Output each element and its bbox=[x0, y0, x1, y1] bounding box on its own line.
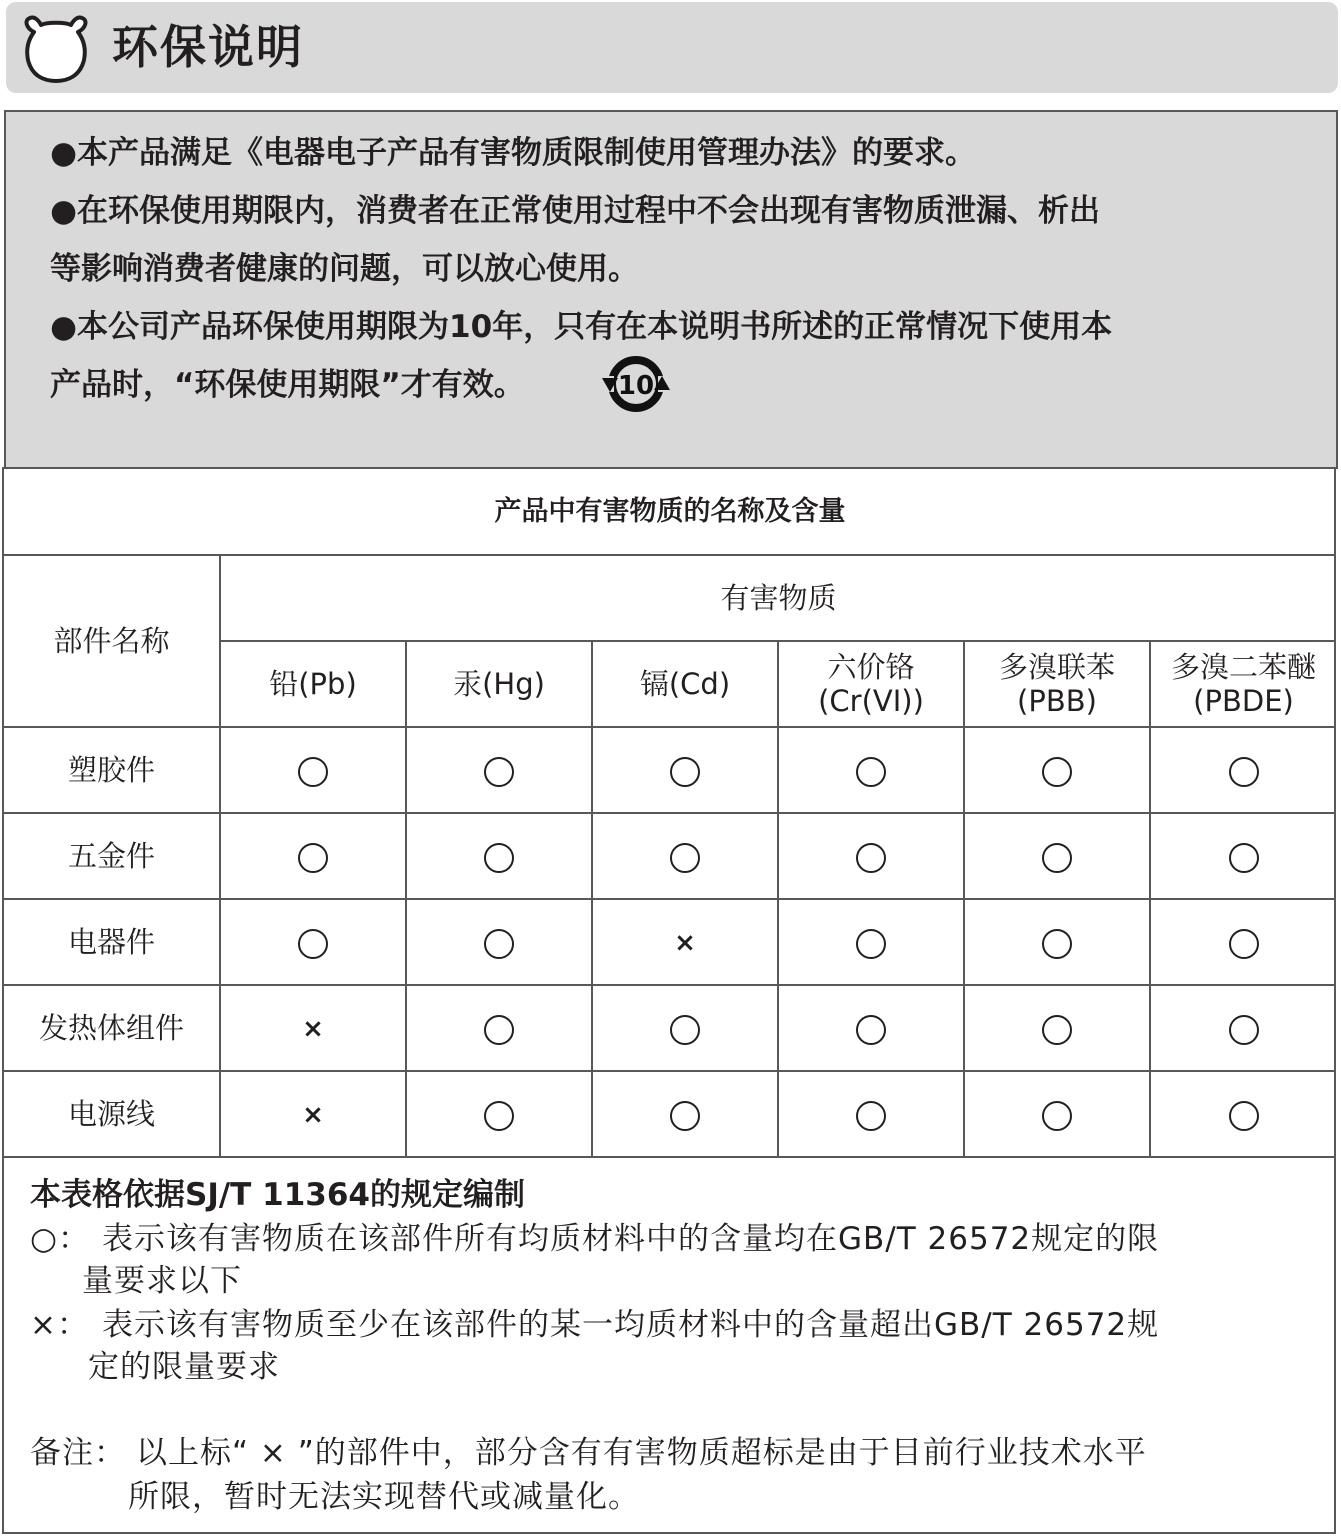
substance-status-cell bbox=[778, 899, 964, 985]
substance-status-cell bbox=[778, 985, 964, 1071]
substance-status-cell bbox=[592, 899, 778, 985]
cross-legend-label: ×： bbox=[30, 1307, 89, 1343]
table-row bbox=[4, 727, 1336, 813]
part-name-cell: 发热体组件 bbox=[4, 985, 220, 1071]
substance-status-cell bbox=[1150, 1071, 1336, 1157]
notice-line-1: ●本产品满足《电器电子产品有害物质限制使用管理办法》的要求。 bbox=[50, 135, 977, 171]
substance-status-cell bbox=[778, 1071, 964, 1157]
compliant-circle-mark bbox=[298, 843, 328, 873]
exceeds-cross-mark: × bbox=[302, 1100, 324, 1130]
table-row bbox=[4, 813, 1336, 899]
exceeds-cross-mark: × bbox=[674, 928, 696, 958]
substance-status-cell bbox=[964, 1071, 1150, 1157]
compliant-circle-mark bbox=[856, 929, 886, 959]
compliant-circle-mark bbox=[1042, 1101, 1072, 1131]
substance-status-cell bbox=[1150, 813, 1336, 899]
cross-legend-text-1: 表示该有害物质至少在该部件的某一均质材料中的含量超出GB/T 26572规 bbox=[102, 1307, 1160, 1343]
efup-10-label: 10 bbox=[617, 371, 655, 401]
compliant-circle-mark bbox=[484, 1101, 514, 1131]
substance-status-cell bbox=[778, 813, 964, 899]
part-name-cell: 电器件 bbox=[4, 899, 220, 985]
remark-text-2: 所限，暂时无法实现替代或减量化。 bbox=[128, 1479, 640, 1515]
circle-legend-text-1: 表示该有害物质在该部件所有均质材料中的含量均在GB/T 26572规定的限 bbox=[102, 1221, 1160, 1257]
substance-status-cell bbox=[406, 985, 592, 1071]
circle-legend-label: ○： bbox=[30, 1221, 91, 1257]
compliant-circle-mark bbox=[1229, 757, 1259, 787]
compliant-circle-mark bbox=[298, 757, 328, 787]
substance-status-cell bbox=[964, 899, 1150, 985]
substance-status-cell bbox=[1150, 899, 1336, 985]
notes-title: 本表格依据SJ/T 11364的规定编制 bbox=[30, 1177, 525, 1213]
compliant-circle-mark bbox=[856, 757, 886, 787]
cross-legend-text-2: 定的限量要求 bbox=[88, 1349, 280, 1385]
substance-header: 六价铬 (Cr(VI)) bbox=[778, 641, 964, 727]
compliant-circle-mark bbox=[1229, 1101, 1259, 1131]
compliant-circle-mark bbox=[484, 843, 514, 873]
compliant-circle-mark bbox=[484, 1015, 514, 1045]
substance-status-cell bbox=[778, 727, 964, 813]
notice-line-2: ●在环保使用期限内，消费者在正常使用过程中不会出现有害物质泄漏、析出 bbox=[50, 193, 1101, 229]
compliant-circle-mark bbox=[856, 843, 886, 873]
compliant-circle-mark bbox=[1042, 757, 1072, 787]
compliant-circle-mark bbox=[1229, 1015, 1259, 1045]
substance-status-cell bbox=[592, 985, 778, 1071]
substance-header: 镉(Cd) bbox=[592, 641, 778, 727]
substance-status-cell bbox=[964, 985, 1150, 1071]
substance-status-cell bbox=[220, 899, 406, 985]
efup-10-recycle-icon bbox=[600, 352, 672, 416]
compliant-circle-mark bbox=[670, 757, 700, 787]
substance-status-cell bbox=[220, 985, 406, 1071]
compliant-circle-mark bbox=[856, 1015, 886, 1045]
remark-text-1: 以上标“ × ”的部件中，部分含有有害物质超标是由于目前行业技术水平 bbox=[136, 1435, 1147, 1471]
compliant-circle-mark bbox=[484, 757, 514, 787]
circle-legend-text-2: 量要求以下 bbox=[82, 1263, 242, 1299]
substance-group-header: 有害物质 bbox=[220, 555, 1336, 641]
substance-status-cell bbox=[592, 727, 778, 813]
compliant-circle-mark bbox=[1042, 929, 1072, 959]
exceeds-cross-mark: × bbox=[302, 1014, 324, 1044]
substance-status-cell bbox=[220, 727, 406, 813]
compliant-circle-mark bbox=[856, 1101, 886, 1131]
substance-header: 汞(Hg) bbox=[406, 641, 592, 727]
compliant-circle-mark bbox=[1229, 843, 1259, 873]
hazard-table-sheet bbox=[2, 467, 1336, 1534]
table-row bbox=[4, 899, 1336, 985]
part-name-cell: 电源线 bbox=[4, 1071, 220, 1157]
remark-label: 备注： bbox=[30, 1435, 126, 1471]
substance-status-cell bbox=[406, 899, 592, 985]
substance-status-cell bbox=[220, 1071, 406, 1157]
compliant-circle-mark bbox=[670, 1015, 700, 1045]
compliant-circle-mark bbox=[484, 929, 514, 959]
page-title: 环保说明 bbox=[112, 20, 304, 74]
substance-status-cell bbox=[406, 813, 592, 899]
substance-status-cell bbox=[592, 1071, 778, 1157]
part-name-cell: 五金件 bbox=[4, 813, 220, 899]
substance-status-cell bbox=[964, 727, 1150, 813]
substance-status-cell bbox=[1150, 727, 1336, 813]
table-caption: 产品中有害物质的名称及含量 bbox=[4, 469, 1336, 555]
substance-status-cell bbox=[1150, 985, 1336, 1071]
substance-header: 铅(Pb) bbox=[220, 641, 406, 727]
substance-status-cell bbox=[220, 813, 406, 899]
substance-status-cell bbox=[592, 813, 778, 899]
hazard-table-body bbox=[4, 727, 1336, 1157]
compliant-circle-mark bbox=[1042, 1015, 1072, 1045]
part-name-cell: 塑胶件 bbox=[4, 727, 220, 813]
substance-status-cell bbox=[406, 1071, 592, 1157]
substance-status-cell bbox=[406, 727, 592, 813]
part-name-header: 部件名称 bbox=[4, 555, 220, 727]
compliant-circle-mark bbox=[670, 843, 700, 873]
notice-line-4: ●本公司产品环保使用期限为10年，只有在本说明书所述的正常情况下使用本 bbox=[50, 309, 1113, 345]
substance-header: 多溴联苯 (PBB) bbox=[964, 641, 1150, 727]
compliant-circle-mark bbox=[1229, 929, 1259, 959]
compliant-circle-mark bbox=[298, 929, 328, 959]
notice-line-5: 产品时，“环保使用期限”才有效。 bbox=[50, 367, 525, 403]
section-header bbox=[6, 2, 1338, 93]
substance-status-cell bbox=[964, 813, 1150, 899]
table-row bbox=[4, 1071, 1336, 1157]
compliant-circle-mark bbox=[670, 1101, 700, 1131]
bear-face-icon bbox=[20, 14, 92, 84]
notice-line-3: 等影响消费者健康的问题，可以放心使用。 bbox=[50, 251, 639, 287]
compliant-circle-mark bbox=[1042, 843, 1072, 873]
table-row bbox=[4, 985, 1336, 1071]
hazard-table bbox=[4, 469, 1336, 1158]
substance-header: 多溴二苯醚 (PBDE) bbox=[1150, 641, 1336, 727]
